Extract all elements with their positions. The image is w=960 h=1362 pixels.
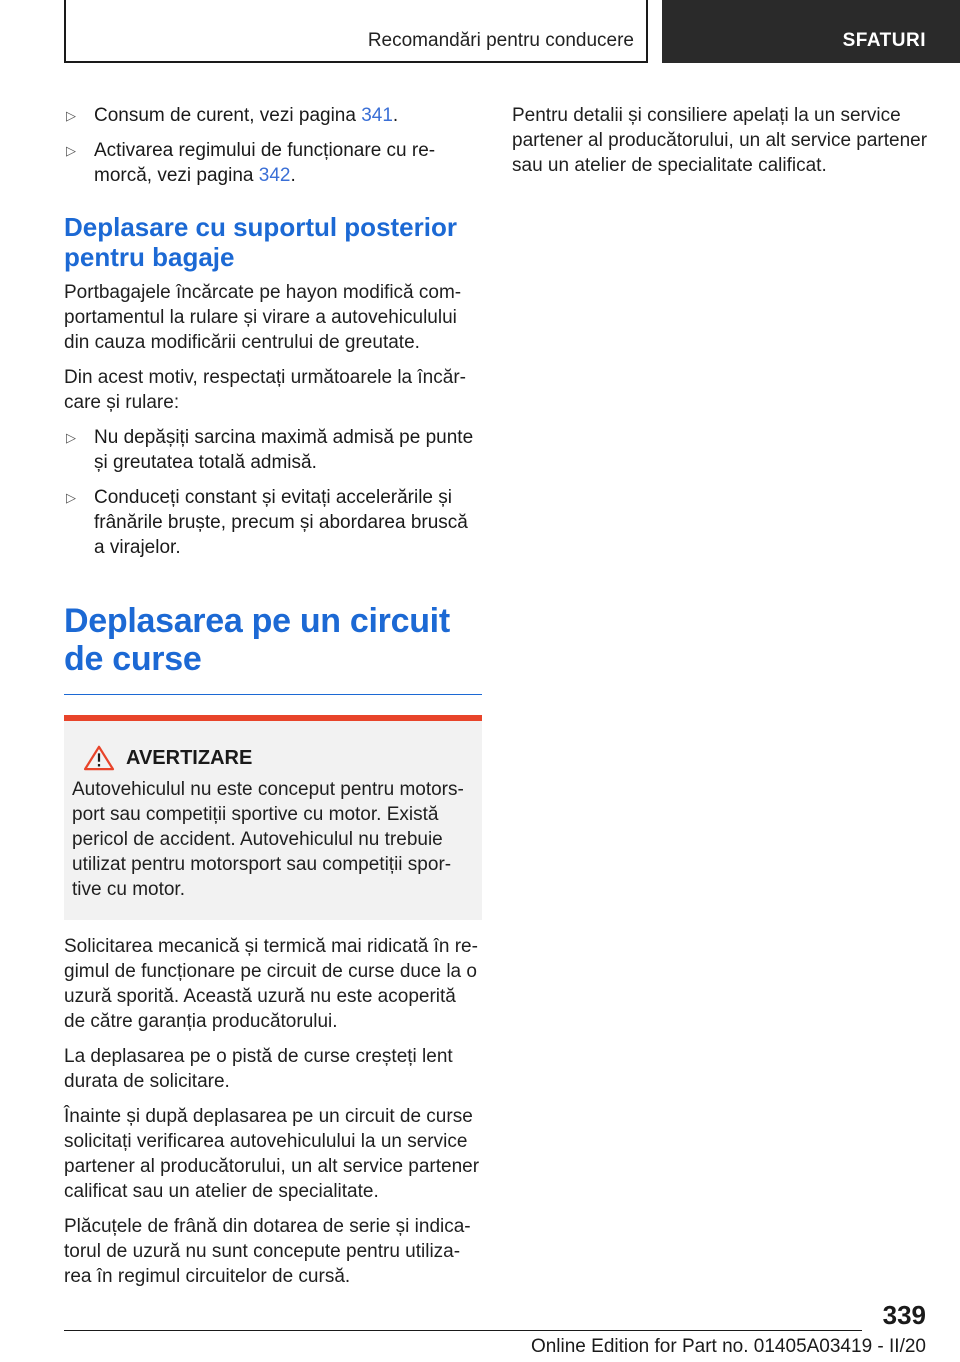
heading-divider (64, 694, 482, 695)
section-title: SFATURI (842, 30, 926, 51)
page-link-342[interactable]: 342 (258, 165, 291, 186)
luggage-rack-heading: Deplasare cu suportul posterior pentru bagaje (64, 212, 457, 272)
paragraph: Pentru detalii și consiliere apelați la un service partener al producătorului, un alt service partener sau un atelier de specialitate calificat. (512, 105, 928, 176)
triangle-bullet-icon: ▷ (66, 430, 76, 445)
header-chapter-box (64, 0, 648, 63)
race-track-heading: Deplasarea pe un circuit de curse (64, 602, 450, 678)
footer-divider (64, 1330, 862, 1331)
paragraph: Înainte și după deplasarea pe un circuit de curse solicitați verificarea autovehiculului la un service partener al producătorului, un alt service partener calificat sau un atelier de specialitate. (64, 1106, 480, 1202)
list-item: ▷ Conduceți constant și evitați accelerările și frânările bruște, precum și abordarea bruscă a virajelor. (66, 487, 468, 558)
triangle-bullet-icon: ▷ (66, 108, 76, 123)
paragraph: La deplasarea pe o pistă de curse creșteți lent durata de solicitare. (64, 1046, 453, 1092)
warning-triangle-icon (82, 745, 116, 771)
list-item: ▷ Consum de curent, vezi pagina 341. (66, 105, 399, 126)
warning-title: AVERTIZARE (126, 746, 253, 769)
warning-box (64, 715, 482, 920)
chapter-title: Recomandări pentru conducere (367, 30, 634, 51)
paragraph: Solicitarea mecanică și termică mai ridicată în re-gimul de funcționare pe circuit de curse duce la o uzură sporită. Această uzură nu este acoperită de către garanția producătorului. (64, 936, 478, 1032)
triangle-bullet-icon: ▷ (66, 490, 76, 505)
right-column (512, 103, 930, 188)
left-column (64, 103, 482, 1299)
paragraph: Din acest motiv, respectați următoarele la încăr-care și rulare: (64, 367, 466, 413)
edition-footer: Online Edition for Part no. 01405A03419 - II/20 (530, 1336, 926, 1357)
warning-text: Autovehiculul nu este conceput pentru motors-port sau competiții sportive cu motor. Există pericol de accident. Autovehiculul nu trebuie utilizat pentru motorsport sau competiții spor-tive cu motor. (72, 779, 464, 900)
list-item: ▷ Activarea regimului de funcționare cu re-morcă, vezi pagina 342. (66, 140, 436, 186)
paragraph: Plăcuțele de frână din dotarea de serie și indica-torul de uzură nu sunt concepute pentru utiliza-rea în regimul circuitelor de cursă. (64, 1216, 471, 1287)
header-section-tab[interactable] (662, 0, 960, 63)
page-number: 339 (882, 1300, 926, 1330)
paragraph: Portbagajele încărcate pe hayon modifică com-portamentul la rulare și virare a autovehiculului din cauza modificării centrului de greutate. (64, 282, 462, 353)
list-item: ▷ Nu depășiți sarcina maximă admisă pe punte și greutatea totală admisă. (66, 427, 474, 473)
page-link-341[interactable]: 341 (361, 105, 393, 126)
triangle-bullet-icon: ▷ (66, 143, 76, 158)
